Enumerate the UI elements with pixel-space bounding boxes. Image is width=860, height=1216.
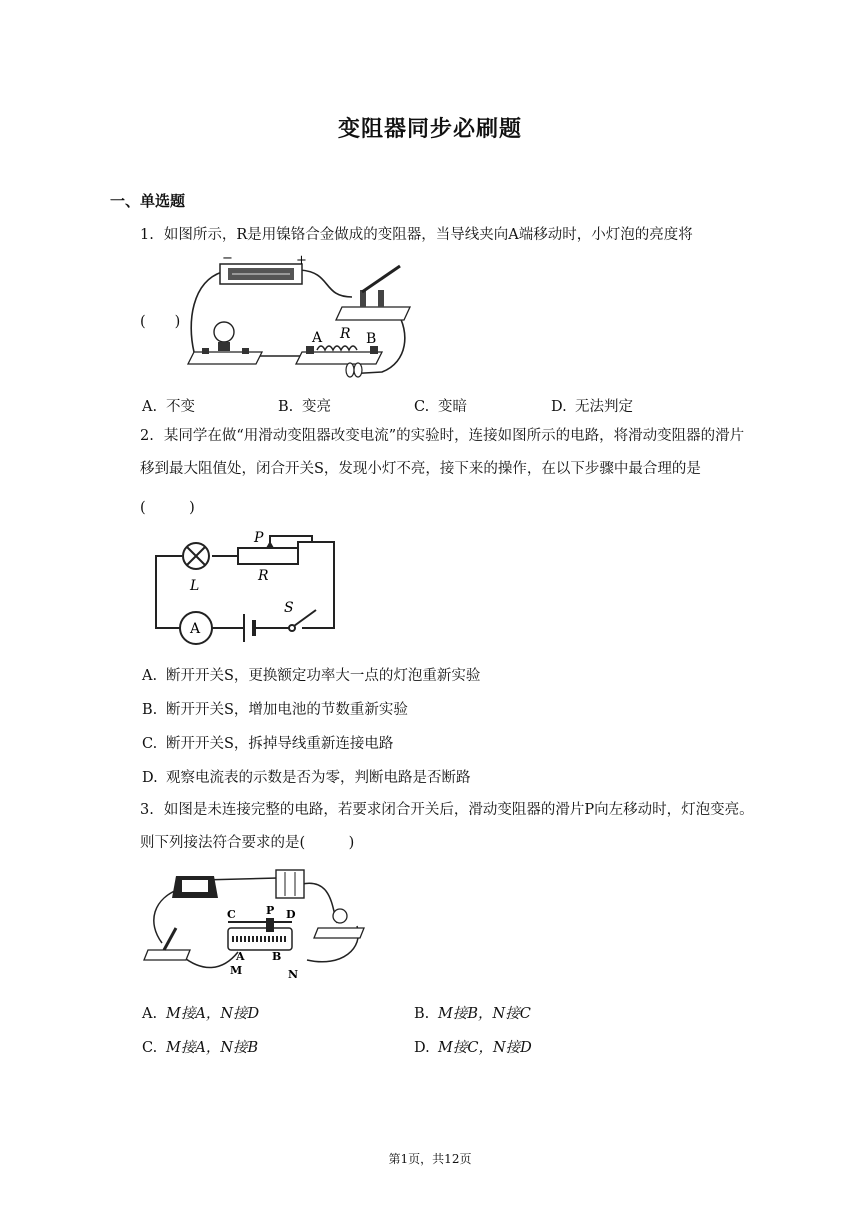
terminal-b-label: B [272, 950, 282, 963]
option-b: B. M接B，N接C [414, 1006, 531, 1022]
slider-p-label: P [266, 904, 275, 917]
option-d: D. 观察电流表的示数是否为零，判断电路是否断路 [142, 770, 471, 786]
minus-label: − [222, 252, 233, 266]
question-text: 如图所示，R是用镍铬合金做成的变阻器，当导线夹向A端移动时，小灯泡的亮度将 [163, 227, 693, 243]
question-2 [140, 420, 755, 486]
wire-n-label: N [288, 968, 299, 981]
option-d: D. M接C，N接D [414, 1040, 532, 1056]
question-number: 2. [140, 428, 154, 444]
slider-p-label: P [254, 530, 264, 546]
ammeter-label: A [190, 621, 201, 637]
section-heading: 一、单选题 [110, 192, 186, 210]
resistor-r-label: R [258, 568, 269, 584]
option-a: A. M接A，N接D [142, 1006, 260, 1022]
option-a: A. 不变 [142, 399, 195, 415]
option-a: A. 断开开关S，更换额定功率大一点的灯泡重新实验 [142, 668, 481, 684]
terminal-b-label: B [366, 331, 377, 347]
circuit-figure-2 [152, 528, 340, 646]
option-b: B. 断开开关S，增加电池的节数重新实验 [142, 702, 408, 718]
lamp-l-label: L [190, 578, 200, 594]
question-number: 1. [140, 227, 154, 243]
question-number: 3. [140, 802, 154, 818]
circuit-figure-1 [182, 252, 414, 382]
answer-paren: ( ) [140, 314, 181, 330]
terminal-c-label: C [227, 908, 236, 921]
option-d: D. 无法判定 [551, 399, 633, 415]
plus-label: + [296, 253, 307, 268]
terminal-a-label: A [312, 330, 323, 346]
resistor-r-label: R [340, 326, 351, 342]
terminal-a-label: A [236, 950, 245, 963]
wire-m-label: M [230, 964, 243, 977]
switch-s-label: S [284, 600, 294, 616]
question-3 [140, 794, 755, 860]
page-footer: 第1页，共12页 [388, 1152, 472, 1166]
option-b: B. 变亮 [278, 399, 331, 415]
option-c: C. 变暗 [414, 399, 467, 415]
page-title: 变阻器同步必刷题 [337, 116, 522, 142]
option-c: C. M接A，N接B [142, 1040, 259, 1056]
circuit-figure-3 [142, 868, 370, 986]
question-1 [140, 219, 755, 252]
question-text: 如图是未连接完整的电路，若要求闭合开关后，滑动变阻器的滑片P向左移动时，灯泡变亮。则下列接法符合要求的是( ) [140, 802, 754, 851]
answer-paren: ( ) [140, 500, 195, 516]
question-text: 某同学在做“用滑动变阻器改变电流”的实验时，连接如图所示的电路，将滑动变阻器的滑片移到最大阻值处，闭合开关S，发现小灯不亮，接下来的操作，在以下步骤中最合理的是 [140, 428, 745, 477]
terminal-d-label: D [286, 908, 296, 921]
option-c: C. 断开开关S，拆掉导线重新连接电路 [142, 736, 394, 752]
